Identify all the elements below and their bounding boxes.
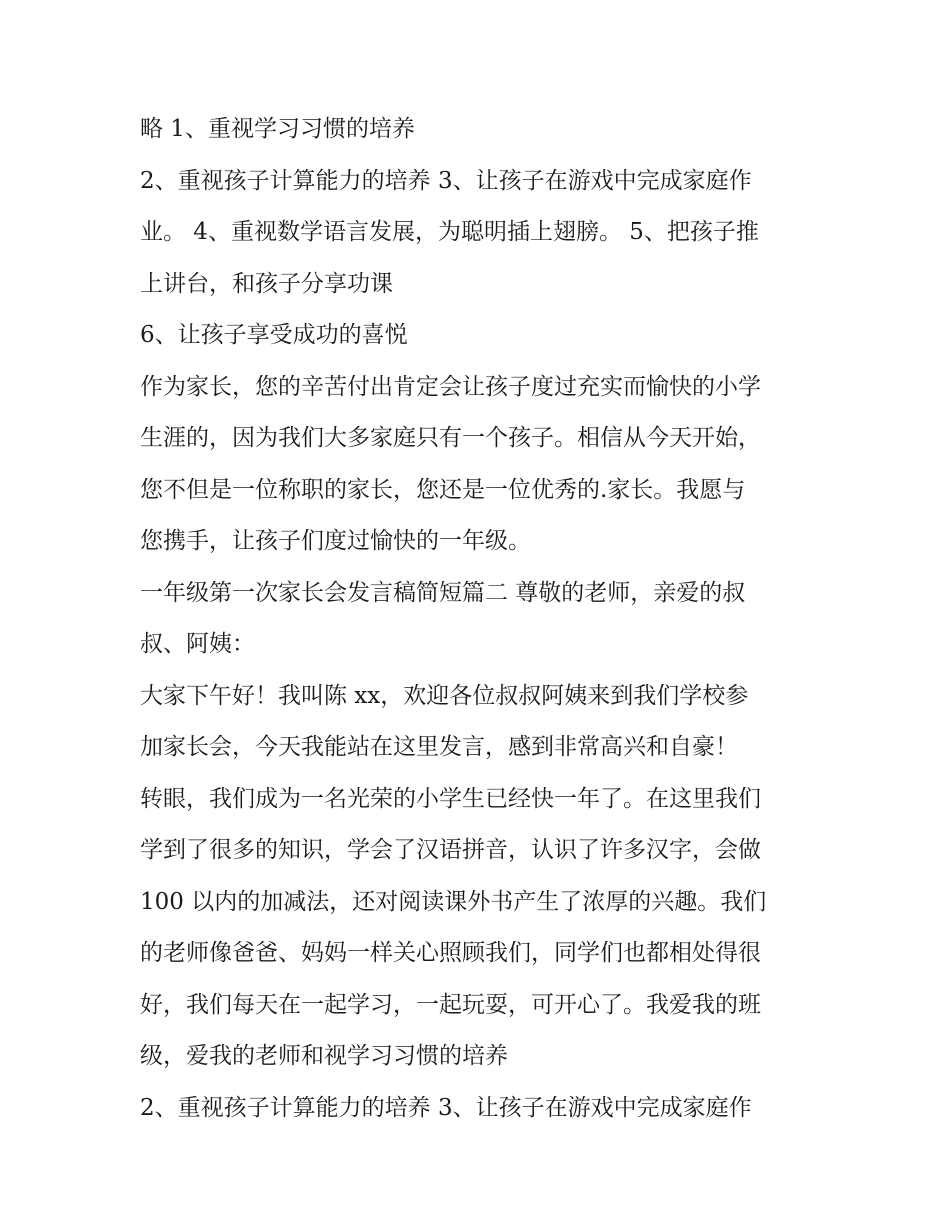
- text-line: 叔、阿姨：: [140, 631, 255, 657]
- text-line: 您不但是一位称职的家长，您还是一位优秀的.家长。我愿与: [140, 476, 746, 503]
- document-body: [140, 104, 820, 1134]
- text-line: 略 1、重视学习习惯的培养: [140, 116, 415, 142]
- text-line: 学到了很多的知识，学会了汉语拼音，认识了许多汉字，会做: [140, 837, 761, 863]
- text-line: 上讲台，和孩子分享功课: [140, 270, 393, 297]
- text-line: 好，我们每天在一起学习，一起玩耍，可开心了。我爱我的班: [140, 991, 761, 1018]
- text-line: 2、重视孩子计算能力的培养 3、让孩子在游戏中完成家庭作: [140, 167, 752, 194]
- text-line: 级，爱我的老师和视学习习惯的培养: [140, 1043, 508, 1069]
- text-line: 的老师像爸爸、妈妈一样关心照顾我们，同学们也都相处得很: [140, 940, 761, 966]
- text-line: 6、让孩子享受成功的喜悦: [140, 322, 408, 348]
- text-line: 业。 4、重视数学语言发展，为聪明插上翅膀。 5、把孩子推: [140, 219, 759, 245]
- text-line: 大家下午好！我叫陈 xx，欢迎各位叔叔阿姨来到我们学校参: [140, 682, 749, 709]
- text-line: 您携手，让孩子们度过愉快的一年级。: [140, 528, 531, 554]
- text-line: 生涯的，因为我们大多家庭只有一个孩子。相信从今天开始，: [140, 425, 761, 451]
- text-line: 加家长会，今天我能站在这里发言，感到非常高兴和自豪！: [140, 734, 738, 760]
- text-line: 一年级第一次家长会发言稿简短篇二 尊敬的老师，亲爱的叔: [140, 579, 746, 606]
- text-line: 2、重视孩子计算能力的培养 3、让孩子在游戏中完成家庭作: [140, 1094, 752, 1121]
- text-line: 转眼，我们成为一名光荣的小学生已经快一年了。在这里我们: [140, 785, 761, 812]
- text-line: 作为家长，您的辛苦付出肯定会让孩子度过充实而愉快的小学: [140, 373, 761, 400]
- text-line: 100 以内的加减法，还对阅读课外书产生了浓厚的兴趣。我们: [140, 888, 767, 915]
